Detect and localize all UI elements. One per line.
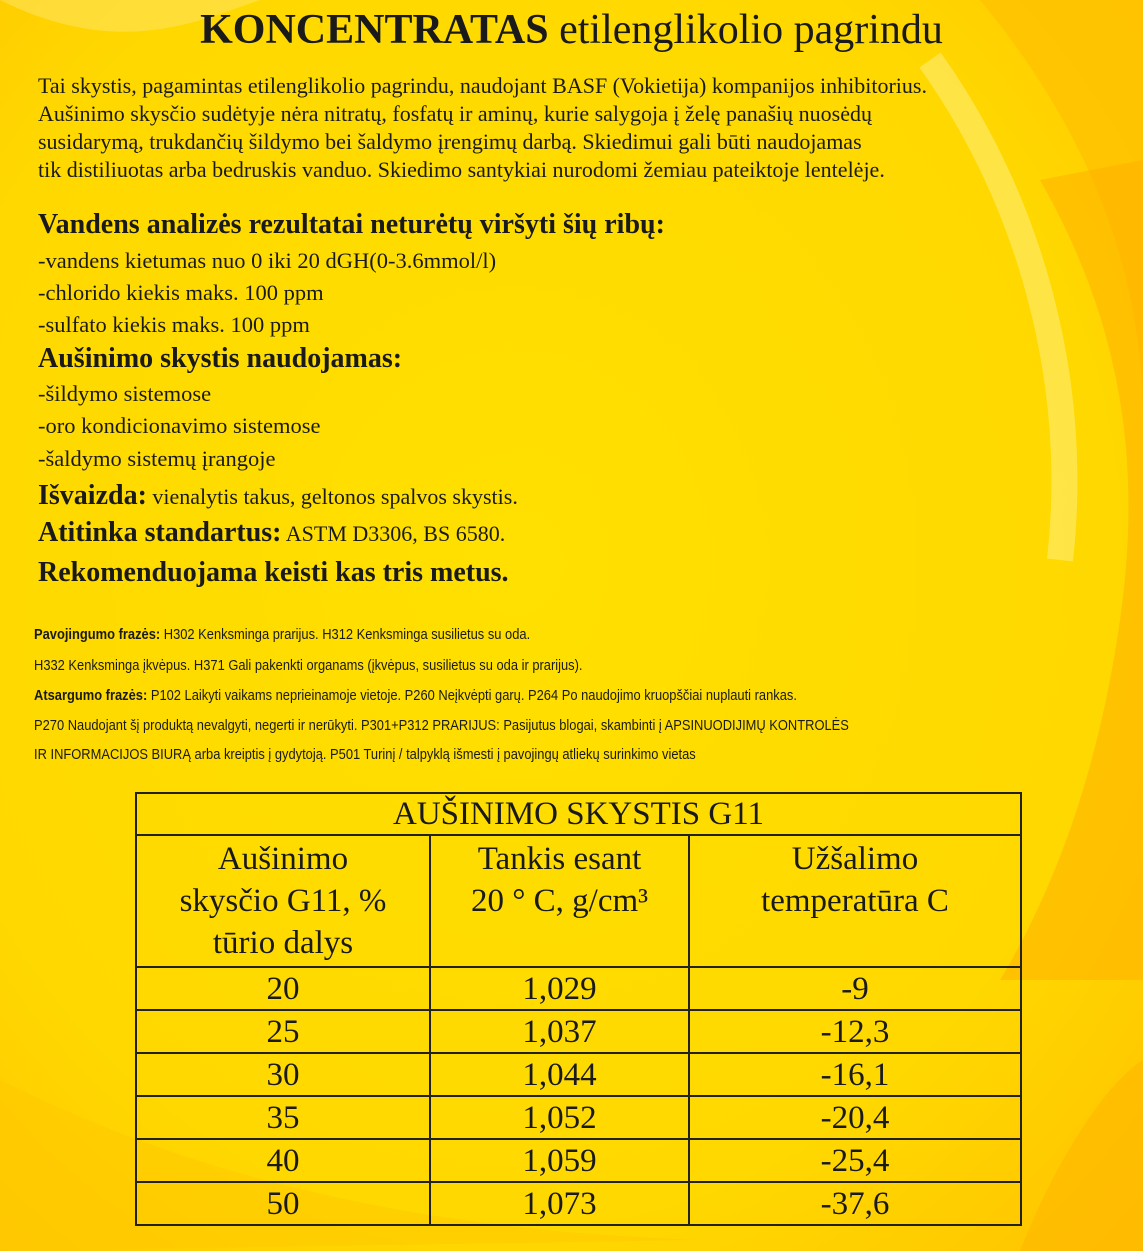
cell-density: 1,037: [430, 1010, 689, 1053]
column-header-line: Tankis esant: [477, 841, 642, 877]
appearance-value: vienalytis takus, geltonos spalvos skystis.: [146, 484, 518, 509]
cell-freezing: -20,4: [689, 1096, 1021, 1139]
table-row: [136, 1010, 1021, 1053]
standards-line: [38, 515, 505, 552]
cell-density: 1,029: [430, 967, 689, 1010]
page-title: [0, 2, 1143, 58]
column-header-line: tūrio dalys: [212, 925, 354, 961]
column-header-line: 20 ° C, g/cm³: [470, 883, 649, 919]
cell-freezing: -16,1: [689, 1053, 1021, 1096]
hazard-line: [34, 620, 530, 650]
cell-freezing: -37,6: [689, 1182, 1021, 1225]
water-limit-item: -vandens kietumas nuo 0 iki 20 dGH(0-3.6mmol/l): [38, 248, 497, 273]
table-row: [136, 1182, 1021, 1225]
cell-concentration: 30: [136, 1053, 430, 1096]
water-limit-item: -chlorido kiekis maks. 100 ppm: [38, 280, 324, 305]
table-row: [136, 1053, 1021, 1096]
title-bold: KONCENTRATAS: [200, 7, 549, 53]
precaution-text: P102 Laikyti vaikams neprieinamoje vietoje. P260 Neįkvėpti garų. P264 Po naudojimo kruopščiai nuplauti rankas.: [147, 687, 797, 704]
cell-concentration: 40: [136, 1139, 430, 1182]
table-row: [136, 1139, 1021, 1182]
table-caption: AUŠINIMO SKYSTIS G11: [136, 793, 1021, 835]
cell-freezing: -12,3: [689, 1010, 1021, 1053]
dilution-table: [135, 792, 1022, 1226]
cell-density: 1,052: [430, 1096, 689, 1139]
column-header-line: temperatūra C: [761, 883, 949, 919]
precaution-line: P270 Naudojant šį produktą nevalgyti, negerti ir nerūkyti. P301+P312 PRARIJUS: Pasijutus blogai, skambinti į APSINUODIJIMŲ KONTROLĖS: [34, 717, 849, 734]
cell-concentration: 25: [136, 1010, 430, 1053]
standards-value: ASTM D3306, BS 6580.: [281, 521, 506, 546]
column-header-concentration: [136, 835, 430, 967]
appearance-line: [38, 478, 518, 515]
water-limit-item: -sulfato kiekis maks. 100 ppm: [38, 312, 310, 337]
cell-density: 1,059: [430, 1139, 689, 1182]
recommendation: Rekomenduojama keisti kas tris metus.: [38, 557, 509, 588]
usage-heading: Aušinimo skystis naudojamas:: [38, 343, 403, 374]
standards-label: Atitinka standartus:: [38, 517, 282, 548]
cell-density: 1,044: [430, 1053, 689, 1096]
appearance-label: Išvaizda:: [38, 480, 147, 511]
hazard-line: H332 Kenksminga įkvėpus. H371 Gali pakenkti organams (įkvėpus, susilietus su oda ir prarijus).: [34, 657, 583, 674]
cell-density: 1,073: [430, 1182, 689, 1225]
table-row: [136, 967, 1021, 1010]
intro-line: Tai skystis, pagamintas etilenglikolio pagrindu, naudojant BASF (Vokietija) kompanijos inhibitorius.: [38, 73, 927, 98]
cell-freezing: -25,4: [689, 1139, 1021, 1182]
cell-concentration: 35: [136, 1096, 430, 1139]
column-header-line: Aušinimo: [217, 841, 349, 877]
water-limits-heading: Vandens analizės rezultatai neturėtų viršyti šių ribų:: [38, 209, 665, 240]
usage-item: -šildymo sistemose: [38, 381, 212, 406]
column-header-line: skysčio G11, %: [179, 883, 387, 919]
title-rest: etilenglikolio pagrindu: [559, 7, 943, 53]
precaution-label: Atsargumo frazės:: [34, 687, 148, 704]
usage-item: -šaldymo sistemų įrangoje: [38, 446, 276, 471]
column-header-density: [430, 835, 689, 967]
intro-line: tik distiliuotas arba bedruskis vanduo. Skiedimo santykiai nurodomi žemiau pateiktoje lentelėje.: [38, 157, 885, 182]
column-header-line: Užšalimo: [791, 841, 919, 877]
intro-line: Aušinimo skysčio sudėtyje nėra nitratų, fosfatų ir aminų, kurie salygoja į želę panašių nuosėdų: [38, 101, 872, 126]
usage-item: -oro kondicionavimo sistemose: [38, 413, 321, 438]
column-header-freezing: [689, 835, 1021, 967]
precaution-line: IR INFORMACIJOS BIURĄ arba kreiptis į gydytoją. P501 Turinį / talpyklą išmesti į pavojingų atliekų surinkimo vietas: [34, 746, 696, 763]
intro-line: susidarymą, trukdančių šildymo bei šaldymo įrengimų darbą. Skiedimui gali būti naudojamas: [38, 129, 862, 154]
table-header-row: [136, 835, 1021, 967]
table-row: [136, 1096, 1021, 1139]
cell-freezing: -9: [689, 967, 1021, 1010]
precaution-line: [34, 681, 797, 711]
hazard-label: Pavojingumo frazės:: [34, 626, 161, 643]
cell-concentration: 20: [136, 967, 430, 1010]
hazard-text: H302 Kenksminga prarijus. H312 Kenksminga susilietus su oda.: [160, 626, 531, 643]
cell-concentration: 50: [136, 1182, 430, 1225]
